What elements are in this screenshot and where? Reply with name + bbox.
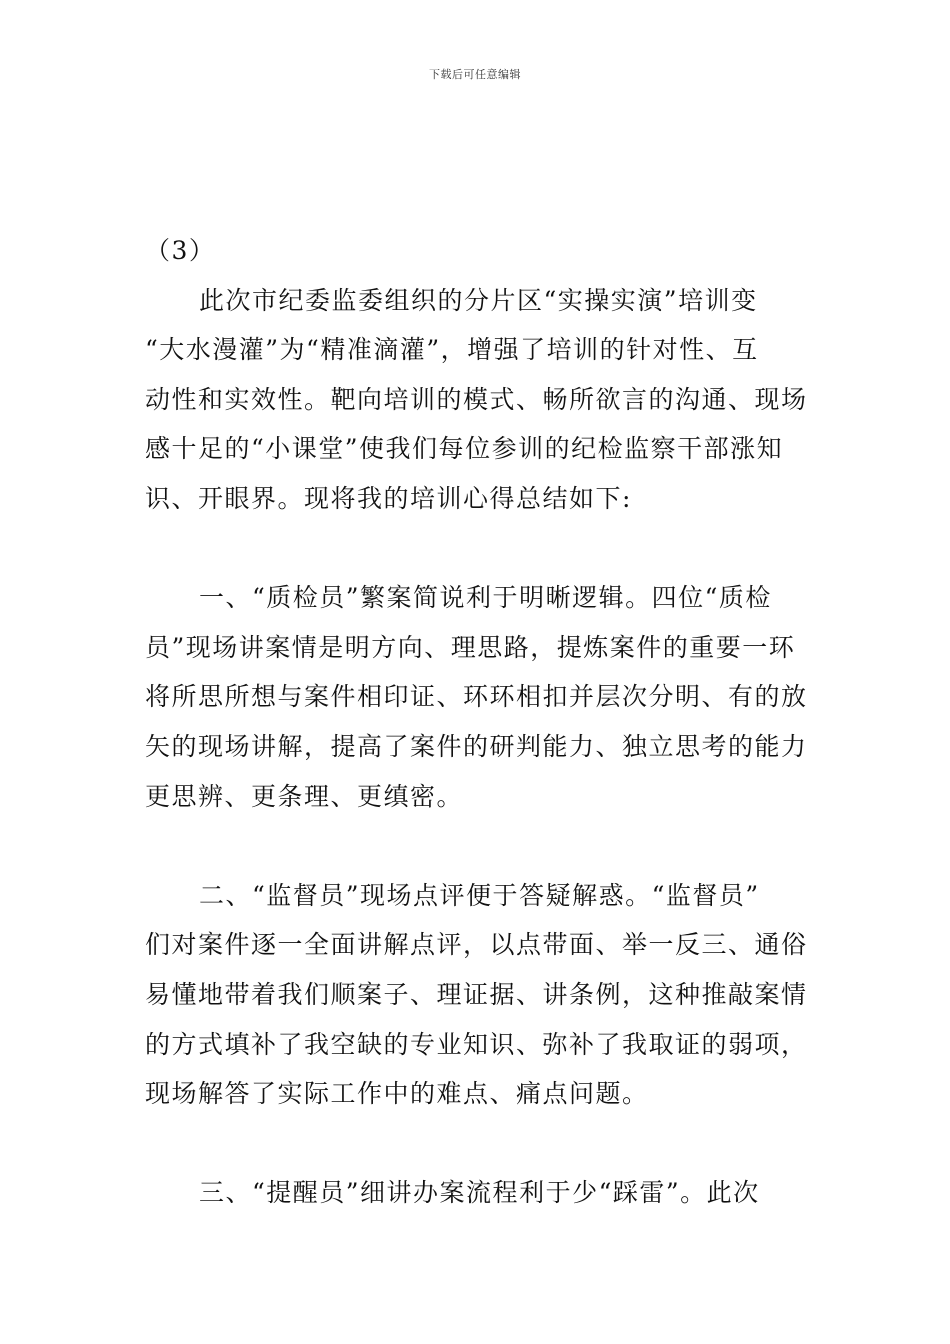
point-2-paragraph [145, 871, 810, 1119]
paragraph-line: 二、“监督员”现场点评便于答疑解惑。“监督员” [199, 880, 760, 910]
paragraph-gap [145, 1119, 810, 1169]
paragraph-line: 矢的现场讲解，提高了案件的研判能力、独立思考的能力 [145, 731, 808, 761]
paragraph-line: 员”现场讲案情是明方向、理思路，提炼案件的重要一环 [145, 632, 796, 662]
paragraph-line: 一、“质检员”繁案简说利于明晰逻辑。四位“质检 [199, 583, 772, 613]
paragraph-line: 将所思所想与案件相印证、环环相扣并层次分明、有的放 [145, 682, 808, 712]
paragraph-line: “大水漫灌”为“精准滴灌”，增强了培训的针对性、互 [145, 335, 759, 365]
paragraph-line: 更思辨、更条理、更缜密。 [145, 781, 464, 811]
paragraph-line: 识、开眼界。现将我的培训心得总结如下: [145, 483, 632, 513]
paragraph-gap [145, 821, 810, 871]
intro-paragraph [145, 276, 810, 524]
header-note: 下载后可任意编辑 [429, 68, 521, 81]
paragraph-line: 易懂地带着我们顺案子、理证据、讲条例，这种推敲案情 [145, 979, 808, 1009]
paragraph-line: 的方式填补了我空缺的专业知识、弥补了我取证的弱项， [145, 1029, 808, 1059]
paragraph-line: 现场解答了实际工作中的难点、痛点问题。 [145, 1079, 649, 1109]
paragraph-line: 此次市纪委监委组织的分片区“实操实演”培训变 [199, 285, 758, 315]
document-body [145, 226, 810, 1218]
paragraph-line: 三、“提醒员”细讲办案流程利于少“踩雷”。此次 [199, 1178, 760, 1208]
section-marker: （3） [145, 236, 216, 265]
paragraph-line: 感十足的“小课堂”使我们每位参训的纪检监察干部涨知 [145, 434, 784, 464]
paragraph-line: 们对案件逐一全面讲解点评，以点带面、举一反三、通俗 [145, 930, 808, 960]
paragraph-line: 动性和实效性。靶向培训的模式、畅所欲言的沟通、现场 [145, 384, 808, 414]
paragraph-gap [145, 524, 810, 574]
point-1-paragraph [145, 573, 810, 821]
point-3-paragraph [145, 1168, 810, 1218]
